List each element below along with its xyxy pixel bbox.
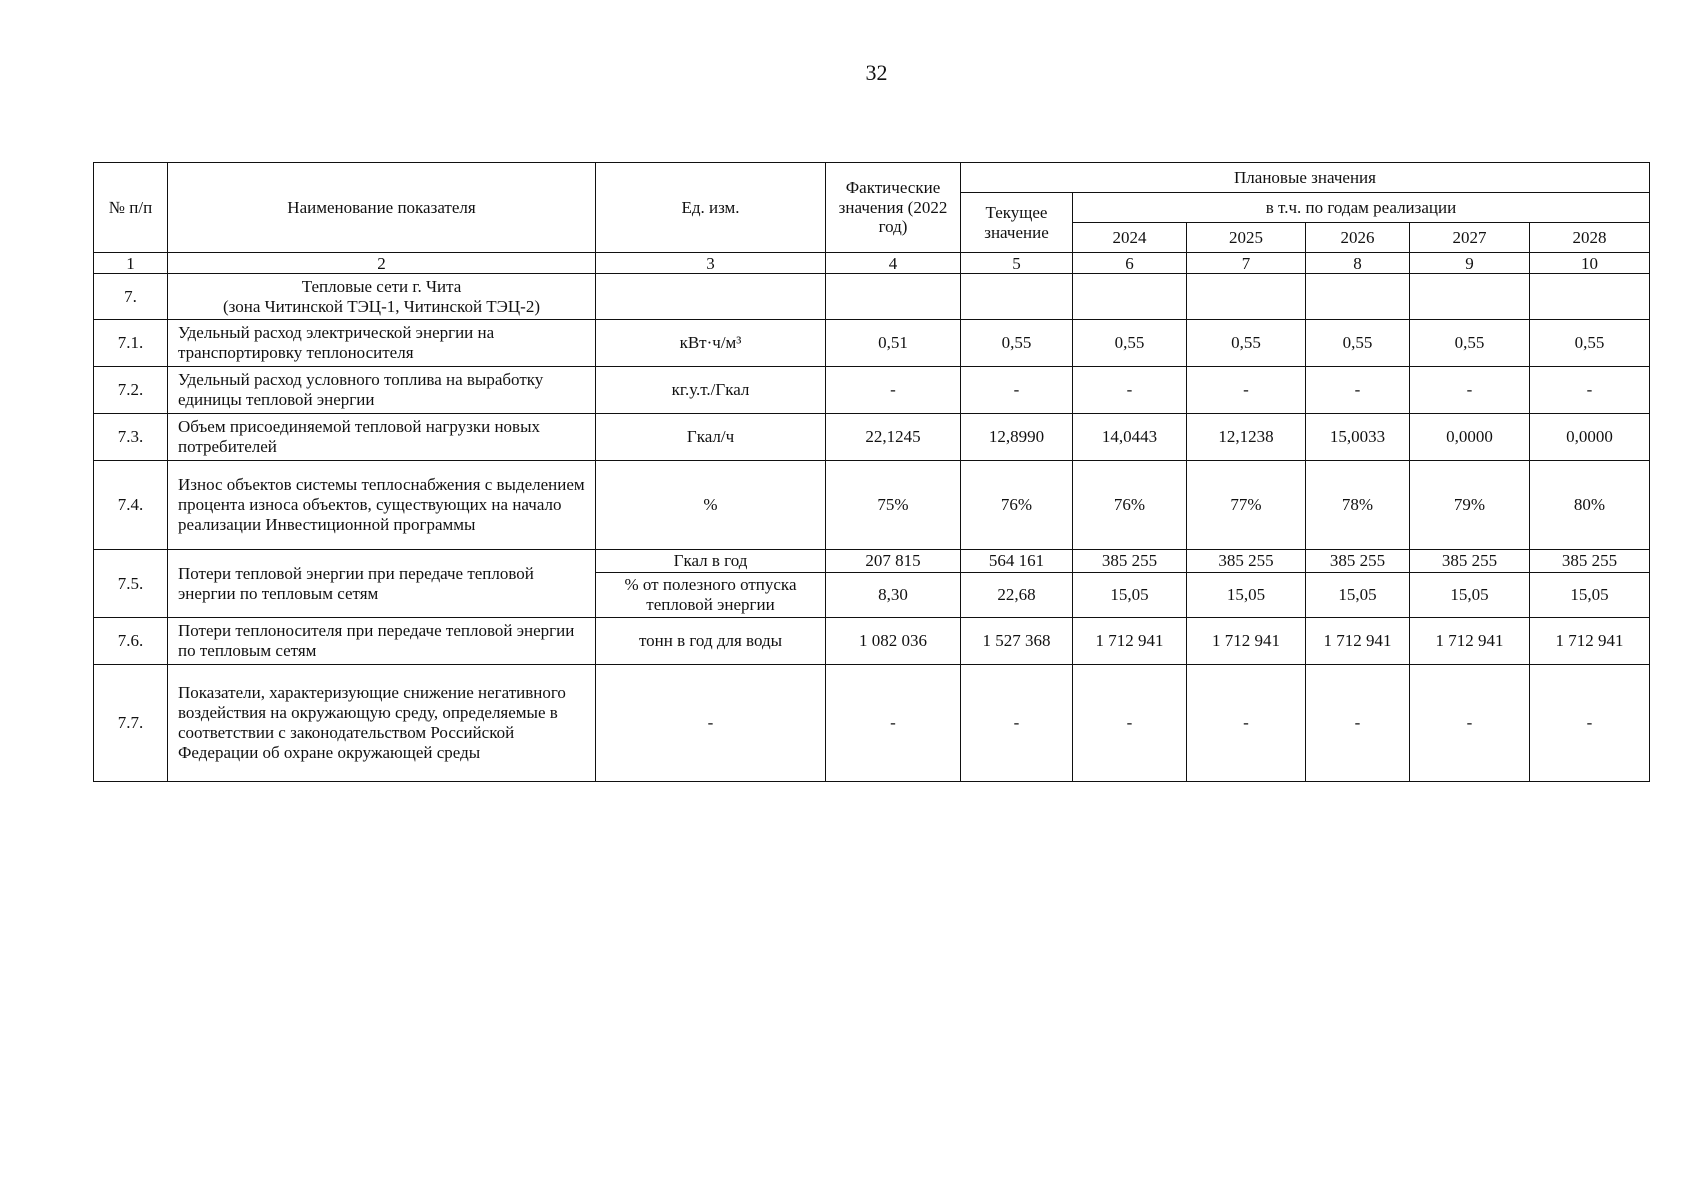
value-cell: 15,05 [1073,573,1187,618]
value-cell: - [826,665,961,782]
row-number: 7.7. [94,665,168,782]
value-cell: 14,0443 [1073,414,1187,461]
value-cell [1073,274,1187,320]
value-cell: 385 255 [1187,550,1306,573]
indicator-name: Показатели, характеризующие снижение негативного воздействия на окружающую среду, определяемые в соответствии с законодательством Российской Федерации об охране окружающей среды [168,665,596,782]
value-cell: - [1410,367,1530,414]
unit-cell: - [596,665,826,782]
value-cell: 0,55 [1073,320,1187,367]
value-cell: 0,55 [1306,320,1410,367]
value-cell: 76% [961,461,1073,550]
value-cell: 8,30 [826,573,961,618]
value-cell: 15,0033 [1306,414,1410,461]
value-cell: 15,05 [1187,573,1306,618]
value-cell: - [1306,367,1410,414]
indicator-name: Износ объектов системы теплоснабжения с выделением процента износа объектов, существующих на начало реализации Инвестиционной программы [168,461,596,550]
column-number: 4 [826,253,961,274]
value-cell: 1 082 036 [826,618,961,665]
value-cell: - [1187,665,1306,782]
table-row [94,665,1650,782]
value-cell: - [1187,367,1306,414]
row-number: 7.4. [94,461,168,550]
unit-cell: кг.у.т./Гкал [596,367,826,414]
indicator-name: Удельный расход электрической энергии на транспортировку теплоносителя [168,320,596,367]
table-row [94,367,1650,414]
unit-cell: % [596,461,826,550]
value-cell: 77% [1187,461,1306,550]
header-year: 2024 [1073,223,1187,253]
value-cell: 12,1238 [1187,414,1306,461]
value-cell: - [961,367,1073,414]
header-unit: Ед. изм. [596,163,826,253]
indicators-table [93,162,1650,782]
row-number: 7.6. [94,618,168,665]
value-cell: 1 712 941 [1530,618,1650,665]
value-cell: - [1306,665,1410,782]
row-number: 7.1. [94,320,168,367]
column-number-row [94,253,1650,274]
header-by-years: в т.ч. по годам реализации [1073,193,1650,223]
value-cell [961,274,1073,320]
column-number: 10 [1530,253,1650,274]
value-cell [1410,274,1530,320]
column-number: 5 [961,253,1073,274]
row-number: 7.3. [94,414,168,461]
indicator-name: Удельный расход условного топлива на выработку единицы тепловой энергии [168,367,596,414]
value-cell: 15,05 [1530,573,1650,618]
value-cell: 80% [1530,461,1650,550]
unit-cell: кВт·ч/м³ [596,320,826,367]
value-cell: 78% [1306,461,1410,550]
value-cell: - [961,665,1073,782]
indicator-name: Потери теплоносителя при передаче тепловой энергии по тепловым сетям [168,618,596,665]
value-cell: 22,1245 [826,414,961,461]
unit-cell [596,274,826,320]
header-name: Наименование показателя [168,163,596,253]
column-number: 6 [1073,253,1187,274]
value-cell: 12,8990 [961,414,1073,461]
unit-cell: Гкал/ч [596,414,826,461]
column-number: 3 [596,253,826,274]
indicator-name: Потери тепловой энергии при передаче тепловой энергии по тепловым сетям [168,550,596,618]
value-cell: 15,05 [1306,573,1410,618]
column-number: 9 [1410,253,1530,274]
value-cell: 1 712 941 [1187,618,1306,665]
table-row [94,618,1650,665]
value-cell: - [1073,367,1187,414]
value-cell: 0,51 [826,320,961,367]
row-number: 7.5. [94,550,168,618]
value-cell: 79% [1410,461,1530,550]
value-cell: - [1530,665,1650,782]
column-number: 8 [1306,253,1410,274]
value-cell [826,274,961,320]
value-cell: 0,0000 [1410,414,1530,461]
value-cell: - [1410,665,1530,782]
column-number: 7 [1187,253,1306,274]
value-cell: 1 527 368 [961,618,1073,665]
value-cell: 0,55 [1530,320,1650,367]
value-cell: 1 712 941 [1410,618,1530,665]
table-row [94,550,1650,573]
value-cell: 22,68 [961,573,1073,618]
value-cell: - [1530,367,1650,414]
value-cell [1306,274,1410,320]
table-row [94,274,1650,320]
column-number: 2 [168,253,596,274]
header-plan: Плановые значения [961,163,1650,193]
indicator-name: Объем присоединяемой тепловой нагрузки новых потребителей [168,414,596,461]
header-year: 2028 [1530,223,1650,253]
value-cell: 564 161 [961,550,1073,573]
value-cell: 75% [826,461,961,550]
value-cell: 0,55 [961,320,1073,367]
header-actual: Фактические значения (2022 год) [826,163,961,253]
value-cell: - [826,367,961,414]
row-number: 7.2. [94,367,168,414]
header-year: 2025 [1187,223,1306,253]
value-cell: 0,55 [1187,320,1306,367]
value-cell: 0,55 [1410,320,1530,367]
table-row [94,414,1650,461]
column-number: 1 [94,253,168,274]
value-cell [1187,274,1306,320]
value-cell: 385 255 [1410,550,1530,573]
value-cell: 15,05 [1410,573,1530,618]
header-num: № п/п [94,163,168,253]
table-row [94,461,1650,550]
value-cell: - [1073,665,1187,782]
value-cell: 76% [1073,461,1187,550]
value-cell: 385 255 [1073,550,1187,573]
header-year: 2026 [1306,223,1410,253]
value-cell: 1 712 941 [1073,618,1187,665]
table-row [94,320,1650,367]
value-cell: 385 255 [1530,550,1650,573]
unit-cell: тонн в год для воды [596,618,826,665]
value-cell: 207 815 [826,550,961,573]
unit-cell: Гкал в год [596,550,826,573]
header-current: Текущее значение [961,193,1073,253]
value-cell: 1 712 941 [1306,618,1410,665]
value-cell: 0,0000 [1530,414,1650,461]
unit-cell: % от полезного отпуска тепловой энергии [596,573,826,618]
value-cell: 385 255 [1306,550,1410,573]
row-number: 7. [94,274,168,320]
header-year: 2027 [1410,223,1530,253]
indicator-name: Тепловые сети г. Чита (зона Читинской ТЭЦ-1, Читинской ТЭЦ-2) [168,274,596,320]
value-cell [1530,274,1650,320]
page-number: 32 [865,60,888,85]
